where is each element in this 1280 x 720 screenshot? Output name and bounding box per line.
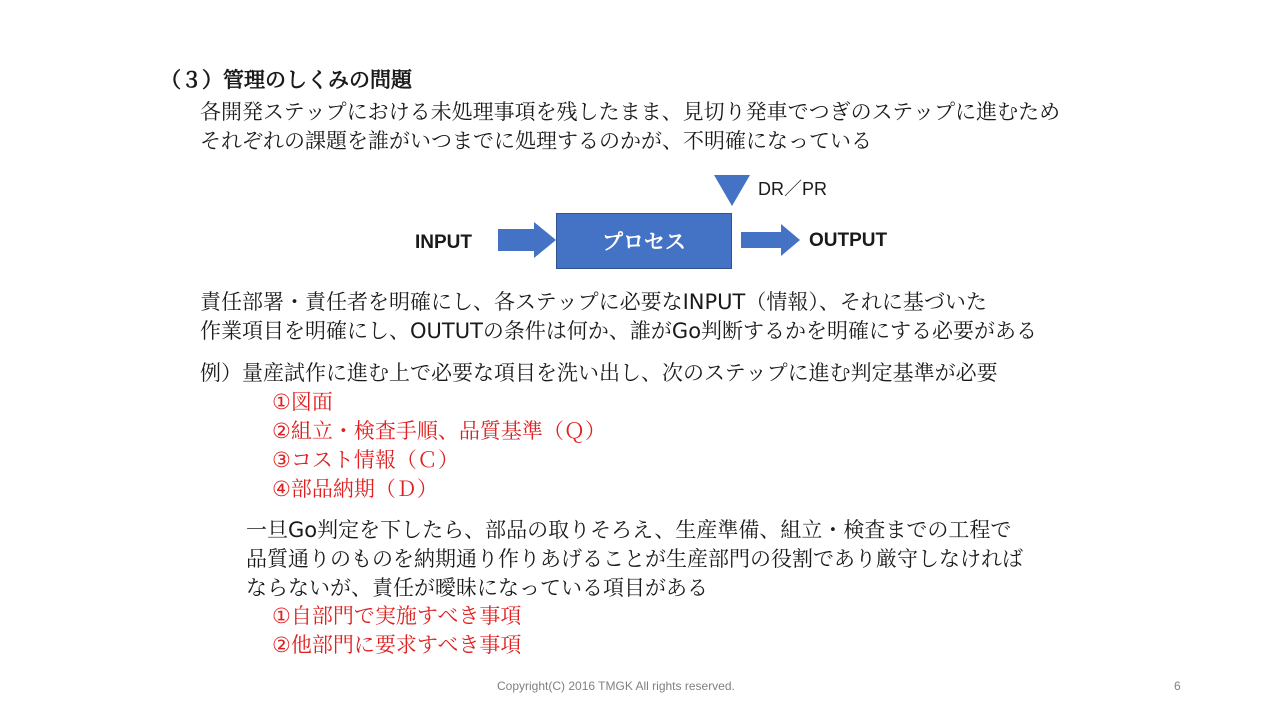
criteria-list bbox=[272, 388, 606, 504]
section-heading: （３）管理のしくみの問題 bbox=[160, 68, 412, 92]
criteria-item: ②組立・検査手順、品質基準（Ｑ） bbox=[272, 419, 606, 443]
criteria-item: ④部品納期（Ｄ） bbox=[272, 477, 438, 501]
intro-line: 各開発ステップにおける未処理事項を残したまま、見切り発車でつぎのステップに進むため bbox=[200, 100, 1061, 124]
go-paragraph bbox=[246, 516, 1023, 603]
input-arrow-icon bbox=[498, 222, 556, 258]
process-label: プロセス bbox=[602, 230, 686, 254]
output-arrow-icon bbox=[741, 224, 800, 256]
responsibility-line: 責任部署・責任者を明確にし、各ステップに必要なINPUT（情報）、それに基づいた bbox=[200, 290, 987, 314]
criteria-item: ③コスト情報（Ｃ） bbox=[272, 448, 459, 472]
ambiguous-item: ①自部門で実施すべき事項 bbox=[272, 604, 522, 628]
example-line: 例）量産試作に進む上で必要な項目を洗い出し、次のステップに進む判定基準が必要 bbox=[200, 361, 998, 385]
review-label: DR／PR bbox=[758, 179, 828, 199]
go-line: 品質通りのものを納期通り作りあげることが生産部門の役割であり厳守しなければ bbox=[246, 547, 1023, 571]
output-label: OUTPUT bbox=[809, 230, 888, 251]
input-label: INPUT bbox=[415, 232, 472, 253]
ambiguous-item: ②他部門に要求すべき事項 bbox=[272, 633, 522, 657]
intro-line: それぞれの課題を誰がいつまでに処理するのかが、不明確になっている bbox=[200, 129, 872, 153]
review-triangle-icon bbox=[714, 175, 750, 206]
process-box bbox=[556, 213, 732, 269]
page-number: 6 bbox=[1174, 679, 1181, 693]
responsibility-line: 作業項目を明確にし、OUTUTの条件は何か、誰がGo判断するかを明確にする必要がある bbox=[200, 319, 1038, 343]
copyright-footer: Copyright(C) 2016 TMGK All rights reserved. bbox=[497, 679, 735, 693]
go-line: ならないが、責任が曖昧になっている項目がある bbox=[246, 576, 708, 600]
responsibility-paragraph bbox=[200, 288, 1037, 346]
go-line: 一旦Go判定を下したら、部品の取りそろえ、生産準備、組立・検査までの工程で bbox=[246, 518, 1012, 542]
ambiguous-list bbox=[272, 602, 521, 660]
criteria-item: ①図面 bbox=[272, 390, 333, 414]
